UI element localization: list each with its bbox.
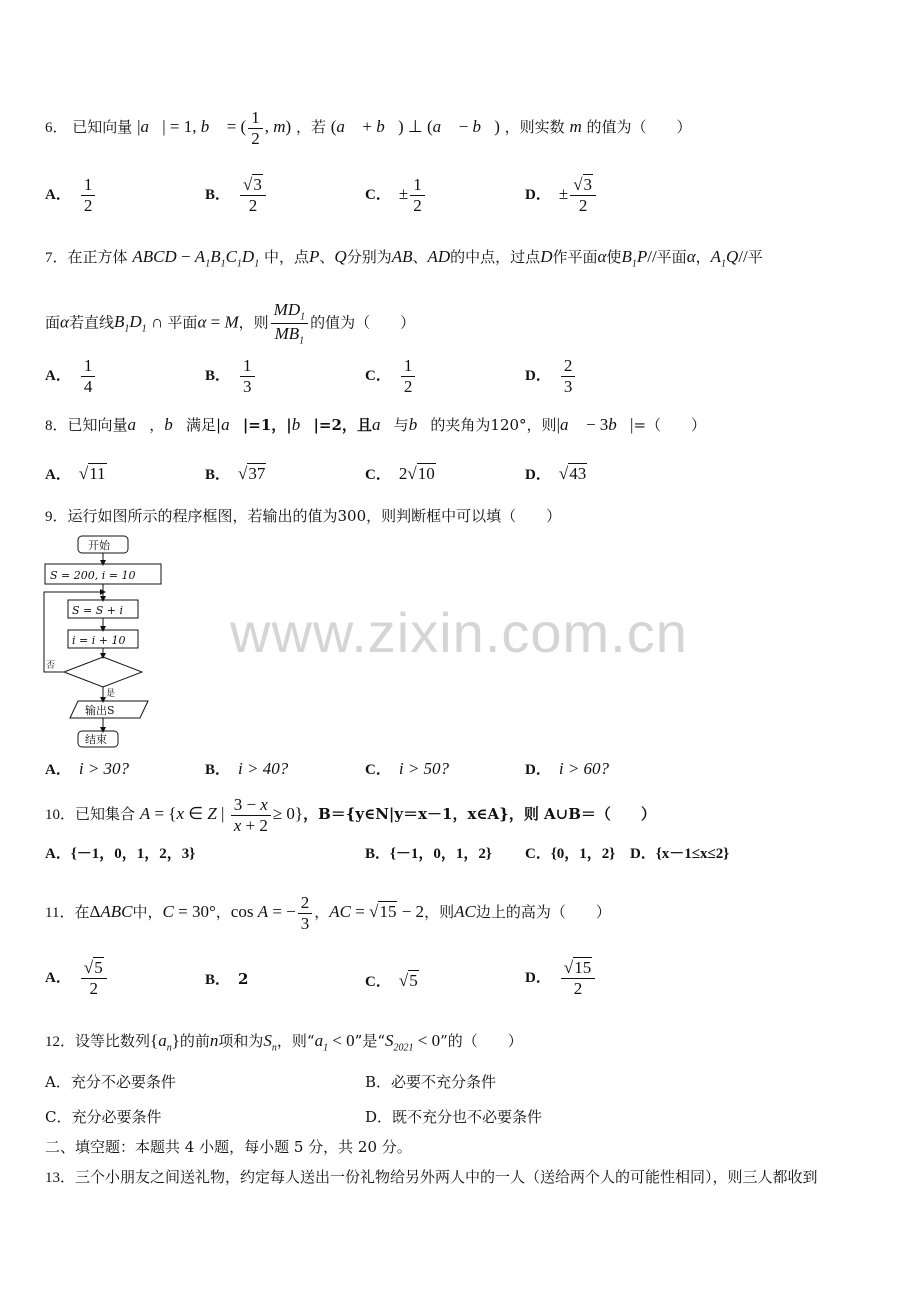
math-expr: (a⃗ + b⃗) ⊥ (a⃗ − b⃗) (330, 117, 500, 137)
q9-option-d[interactable]: D． i > 60? (525, 759, 610, 778)
q11-option-d[interactable]: D． $\frac{√15}{2}$ (525, 958, 597, 998)
q6-option-b[interactable]: B． $\frac{√3}{2}$ (205, 175, 268, 215)
flow-end-label: 结束 (85, 733, 107, 746)
section-2-heading: 二、填空题：本题共 4 小题，每小题 5 分，共 20 分。 (45, 1138, 412, 1156)
q6-option-a[interactable]: A． $\frac{1}{2}$ (45, 175, 97, 215)
q7-option-d[interactable]: D． $\frac{2}{3}$ (525, 356, 577, 396)
q11-option-b[interactable]: B． 2 (205, 970, 249, 988)
q8-option-d[interactable]: D． √43 (525, 464, 587, 483)
flow-start-label: 开始 (88, 539, 110, 552)
question-7-stem-line1: 7．在正方体 ABCD − $A_1B_1C_1D_1$ 中，点P、Q分别为AB、AD的中点，过点D作平面α使$B_1P//$平面α，$A_1Q//$平 (45, 247, 763, 270)
q7-option-a[interactable]: A． $\frac{1}{4}$ (45, 356, 97, 396)
q10-option-d[interactable]: D．{x－1≤x≤2} (630, 846, 730, 862)
question-7-stem-line2: 面α若直线$B_1D_1$ ∩ 平面α = M，则 $\frac{MD_1}{MB_1}$ 的值为（ ） (45, 300, 416, 347)
q12-option-c[interactable]: C．充分必要条件 (45, 1108, 162, 1126)
question-11-stem: 11．在ΔABC中，C = 30°，cos A = − $\frac{2}{3}$ ，AC = √15 − 2，则AC边上的高为（ ） (45, 893, 611, 933)
watermark: www.zixin.com.cn (230, 601, 688, 664)
q11-option-c[interactable]: C． √5 (365, 971, 418, 990)
flow-step1-label: S = S + i (72, 604, 124, 617)
q8-option-c[interactable]: C． 2√10 (365, 464, 435, 483)
flow-output-label: 输出S (85, 704, 115, 717)
question-9-stem: 9．运行如图所示的程序框图，若输出的值为300，则判断框中可以填（ ） (45, 507, 562, 525)
q9-option-c[interactable]: C． i > 50? (365, 759, 450, 778)
flow-decision-diamond (64, 657, 142, 687)
question-6-stem: 6． 已知向量 |a⃗| = 1, b⃗ = ( $\frac{1}{2}$ , m) ，若 (a⃗ + b⃗) ⊥ (a⃗ − b⃗) ，则实数 m 的值为（ ） (45, 108, 692, 148)
question-12-stem: 12．设等比数列$\{a_n\}$的前n项和为$S_n$，则“$a_1 < 0$”是“$S_{2021} < 0$”的（ ） (45, 1031, 523, 1054)
flow-no-label: 否 (46, 661, 56, 671)
q11-option-a[interactable]: A． $\frac{√5}{2}$ (45, 958, 109, 998)
q7-option-b[interactable]: B． $\frac{1}{3}$ (205, 356, 257, 396)
q9-option-a[interactable]: A． i > 30? (45, 759, 130, 778)
flow-step2-label: i = i + 10 (72, 634, 126, 647)
q10-option-c[interactable]: C．{0，1，2} (525, 846, 616, 862)
q10-option-b[interactable]: B．{－1，0，1，2} (365, 846, 492, 862)
flow-yes-label: 是 (106, 689, 116, 699)
flow-init-label: S = 200, i = 10 (50, 569, 136, 582)
q12-option-a[interactable]: A．充分不必要条件 (45, 1073, 176, 1091)
question-13-stem: 13．三个小朋友之间送礼物，约定每人送出一份礼物给另外两人中的一人（送给两个人的可能性相同），则三人都收到 (45, 1168, 818, 1186)
flowchart (40, 532, 210, 752)
q7-option-c[interactable]: C． $\frac{1}{2}$ (365, 356, 417, 396)
math-expr: |a⃗| = 1, b⃗ = ( (137, 117, 247, 137)
q12-option-d[interactable]: D．既不充分也不必要条件 (365, 1108, 543, 1126)
q8-option-b[interactable]: B． √37 (205, 464, 266, 483)
q6-option-c[interactable]: C． ± $\frac{1}{2}$ (365, 175, 427, 215)
q6-option-d[interactable]: D． ± $\frac{√3}{2}$ (525, 175, 598, 215)
q12-option-b[interactable]: B．必要不充分条件 (365, 1073, 497, 1091)
q8-option-a[interactable]: A． √11 (45, 464, 106, 483)
fraction: $\frac{1}{2}$ (248, 108, 263, 148)
q10-option-a[interactable]: A．{－1，0，1，2，3} (45, 846, 196, 862)
question-8-stem: 8．已知向量a⃗，b⃗满足|a⃗|=1，|b⃗|=2，且a⃗与b⃗的夹角为120°，则|a⃗ − 3b⃗|=（ ） (45, 415, 707, 434)
question-10-stem: 10．已知集合 A = {x ∈ Z | $\frac{3 - x}{x + 2}$ ≥ 0}，B＝{y∈N|y＝x－1，x∈A}，则 A∪B＝（ ） (45, 795, 656, 835)
q9-option-b[interactable]: B． i > 40? (205, 759, 289, 778)
